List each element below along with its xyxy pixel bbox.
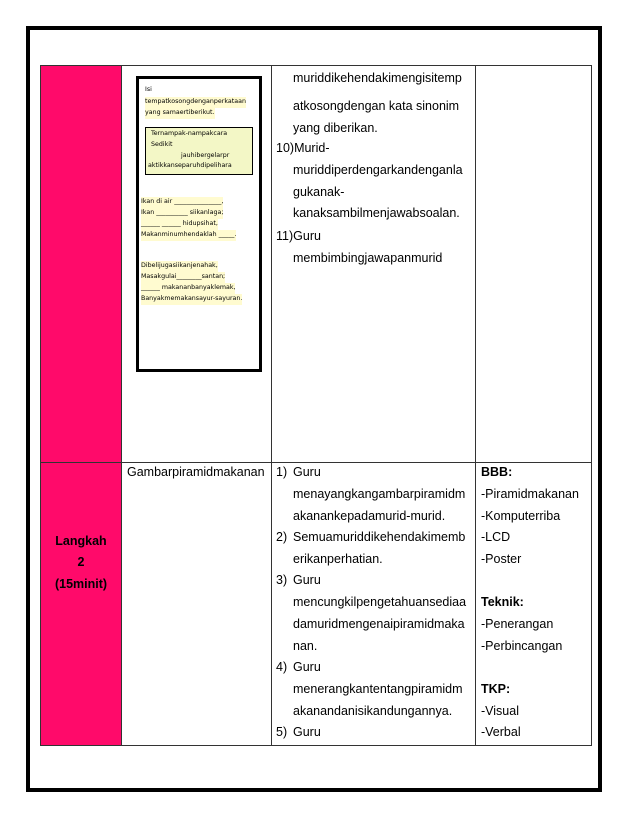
table-col-divider-1 [121,65,122,746]
worksheet-image [136,76,262,372]
langkah-cell-row1 [41,66,121,462]
row1-line-5: muriddiperdengarkandenganla [293,163,463,177]
step-4-line-2: menerangkantentangpiramidm [293,682,463,696]
bbb-item-3: -LCD [481,530,511,544]
row1-line-4: 10)Murid- [276,141,330,155]
table-col-divider-3 [475,65,476,746]
row1-line-6: gukanak- [293,185,345,199]
row1-line-7: kanaksambilmenjawabsoalan. [293,206,460,220]
table-col-divider-2 [271,65,272,746]
step-3-number: 3) [276,573,288,587]
row2-content: Gambarpiramidmakanan [127,465,265,479]
bbb-item-4: -Poster [481,552,522,566]
langkah-cell-row2 [41,463,121,745]
row1-line-8: 11)Guru [276,229,321,243]
worksheet-instruction-1: tempatkosongdenganperkataan [145,97,246,108]
step-1-line-1: Guru [293,465,321,479]
table-top-border [40,65,592,66]
step-5-number: 5) [276,725,288,739]
step-3-line-3: damuridmengenaipiramidmaka [293,617,465,631]
worksheet-q5: Dibelijugasiikanjenahak, [141,261,218,272]
bbb-item-1: -Piramidmakanan [481,487,579,501]
word-box-line-3: jauhibergelarpr [181,152,230,159]
step-4-number: 4) [276,660,288,674]
table-left-border [40,65,41,746]
step-3-line-2: mencungkilpengetahuansediaa [293,595,467,609]
langkah-number: 2 [77,555,85,569]
worksheet-q7: ______ makananbanyaklemak, [141,283,235,294]
langkah-label: Langkah [55,534,107,548]
langkah-duration: (15minit) [54,577,108,591]
worksheet-title: Isi [145,86,152,93]
worksheet-q4: Makanminumhendaklah _____. [141,230,236,241]
step-1-number: 1) [276,465,288,479]
step-3-line-1: Guru [293,573,321,587]
teknik-item-1: -Penerangan [481,617,554,631]
step-2-number: 2) [276,530,288,544]
step-3-line-4: nan. [293,639,318,653]
step-2-line-2: erikanperhatian. [293,552,383,566]
bbb-title: BBB: [481,465,513,479]
bbb-item-2: -Komputerriba [481,509,561,523]
worksheet-instruction-2: yang samaertiberikut. [145,108,215,119]
word-box-line-4: aktikkanseparuhdipelihara [148,162,232,169]
teknik-item-2: -Perbincangan [481,639,563,653]
step-4-line-1: Guru [293,660,321,674]
table-bottom-border [40,745,592,746]
worksheet-word-box [145,127,253,175]
row1-line-2: atkosongdengan kata sinonim [293,99,460,113]
step-2-line-1: Semuamuriddikehendakimemb [293,530,466,544]
row1-line-1: muriddikehendakimengisitemp [293,71,462,85]
table-right-border [591,65,592,746]
worksheet-q8: Banyakmemakansayur-sayuran. [141,294,242,305]
worksheet-q6: Masakgulai________santan; [141,272,225,283]
step-1-line-2: menayangkangambarpiramidm [293,487,466,501]
tkp-item-2: -Verbal [481,725,521,739]
step-1-line-3: akanankepadamurid-murid. [293,509,446,523]
worksheet-q2: Ikan __________ siikanlaga; [141,208,223,219]
step-4-line-3: akanandanisikandungannya. [293,704,453,718]
tkp-item-1: -Visual [481,704,519,718]
worksheet-q1: Ikan di air _______________, [141,197,223,208]
teknik-title: Teknik: [481,595,524,609]
step-5-line-1: Guru [293,725,321,739]
tkp-title: TKP: [481,682,511,696]
row1-line-3: yang diberikan. [293,121,378,135]
worksheet-q3: ______ ______ hidupsihat, [141,219,218,230]
word-box-line-1: Ternampak-nampakcara [151,130,228,137]
row1-line-9: membimbingjawapanmurid [293,251,443,265]
word-box-line-2: Sedikit [151,141,173,148]
